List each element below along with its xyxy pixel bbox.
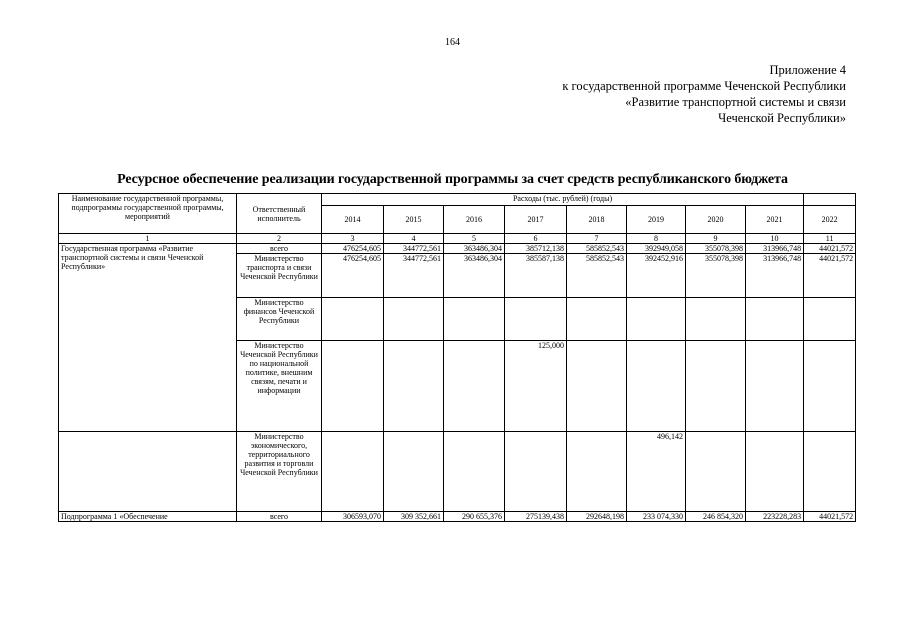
value-cell xyxy=(384,432,444,512)
value-cell: 290 655,376 xyxy=(444,512,505,522)
value-cell: 392452,916 xyxy=(627,254,686,298)
value-cell: 306593,070 xyxy=(322,512,384,522)
value-cell: 392949,058 xyxy=(627,244,686,254)
value-cell: 496,142 xyxy=(627,432,686,512)
executor-cell: Министерство финансов Чеченской Республики xyxy=(237,298,322,341)
value-cell: 246 854,320 xyxy=(686,512,746,522)
header-expenses-group: Расходы (тыс. рублей) (годы) xyxy=(322,194,804,206)
column-number: 5 xyxy=(444,234,505,244)
appendix-line-1: Приложение 4 xyxy=(769,63,846,77)
page-number: 164 xyxy=(445,37,460,48)
value-cell: 585852,543 xyxy=(567,254,627,298)
document-title: Ресурсное обеспечение реализации государственной программы за счет средств республиканского бюджета xyxy=(117,172,788,187)
value-cell: 44021,572 xyxy=(804,512,856,522)
value-cell: 476254,605 xyxy=(322,254,384,298)
value-cell: 44021,572 xyxy=(804,244,856,254)
appendix-heading xyxy=(562,62,846,126)
value-cell: 292648,198 xyxy=(567,512,627,522)
value-cell xyxy=(444,298,505,341)
value-cell xyxy=(804,341,856,432)
value-cell: 385587,138 xyxy=(505,254,567,298)
value-cell xyxy=(627,341,686,432)
value-cell: 344772,561 xyxy=(384,254,444,298)
column-number: 9 xyxy=(686,234,746,244)
appendix-line-3: «Развитие транспортной системы и связи xyxy=(625,95,846,109)
subprogram-name: Подпрограмма 1 «Обеспечение xyxy=(59,512,237,522)
value-cell xyxy=(322,298,384,341)
appendix-line-2: к государственной программе Чеченской Республики xyxy=(562,79,846,93)
value-cell: 125,000 xyxy=(505,341,567,432)
value-cell: 355078,398 xyxy=(686,244,746,254)
header-year: 2022 xyxy=(804,206,856,234)
column-number: 1 xyxy=(59,234,237,244)
value-cell xyxy=(505,298,567,341)
column-number: 6 xyxy=(505,234,567,244)
header-empty-cell xyxy=(804,194,856,206)
value-cell xyxy=(804,298,856,341)
value-cell xyxy=(444,432,505,512)
executor-cell: всего xyxy=(237,512,322,522)
program-name: Государственная программа «Развитие транспортной системы и связи Чеченской Республики» xyxy=(59,244,237,432)
value-cell: 233 074,330 xyxy=(627,512,686,522)
value-cell: 344772,561 xyxy=(384,244,444,254)
header-year: 2018 xyxy=(567,206,627,234)
header-year: 2015 xyxy=(384,206,444,234)
executor-cell: Министерство экономического, территориального развития и торговли Чеченской Республики xyxy=(237,432,322,512)
executor-cell: всего xyxy=(237,244,322,254)
column-number: 2 xyxy=(237,234,322,244)
value-cell xyxy=(567,298,627,341)
column-number: 7 xyxy=(567,234,627,244)
value-cell xyxy=(746,341,804,432)
value-cell xyxy=(444,341,505,432)
value-cell: 363486,304 xyxy=(444,254,505,298)
value-cell: 44021,572 xyxy=(804,254,856,298)
header-year: 2014 xyxy=(322,206,384,234)
value-cell xyxy=(322,341,384,432)
header-year: 2021 xyxy=(746,206,804,234)
value-cell xyxy=(686,298,746,341)
column-number: 8 xyxy=(627,234,686,244)
column-number: 10 xyxy=(746,234,804,244)
header-year: 2020 xyxy=(686,206,746,234)
header-executor-column: Ответственный исполнитель xyxy=(237,194,322,234)
value-cell: 355078,398 xyxy=(686,254,746,298)
value-cell xyxy=(804,432,856,512)
value-cell xyxy=(746,432,804,512)
header-year: 2016 xyxy=(444,206,505,234)
value-cell: 385712,138 xyxy=(505,244,567,254)
value-cell: 585852,543 xyxy=(567,244,627,254)
value-cell: 275139,438 xyxy=(505,512,567,522)
value-cell xyxy=(627,298,686,341)
resource-table xyxy=(58,193,856,522)
header-name-column: Наименование государственной программы, подпрограммы государственной программы, мероприятий xyxy=(59,194,237,234)
header-year: 2019 xyxy=(627,206,686,234)
value-cell xyxy=(322,432,384,512)
executor-cell: Министерство Чеченской Республики по национальной политике, внешним связям, печати и информации xyxy=(237,341,322,432)
value-cell xyxy=(567,341,627,432)
value-cell xyxy=(686,341,746,432)
column-number: 3 xyxy=(322,234,384,244)
value-cell: 313966,748 xyxy=(746,254,804,298)
value-cell xyxy=(746,298,804,341)
program-name-continued xyxy=(59,432,237,512)
executor-cell: Министерство транспорта и связи Чеченской Республики xyxy=(237,254,322,298)
value-cell xyxy=(505,432,567,512)
value-cell xyxy=(567,432,627,512)
value-cell xyxy=(384,341,444,432)
value-cell: 363486,304 xyxy=(444,244,505,254)
appendix-line-4: Чеченской Республики» xyxy=(718,111,846,125)
value-cell xyxy=(686,432,746,512)
column-number: 11 xyxy=(804,234,856,244)
value-cell: 313966,748 xyxy=(746,244,804,254)
header-year: 2017 xyxy=(505,206,567,234)
value-cell: 223228,283 xyxy=(746,512,804,522)
value-cell xyxy=(384,298,444,341)
column-number: 4 xyxy=(384,234,444,244)
value-cell: 476254,605 xyxy=(322,244,384,254)
value-cell: 309 352,661 xyxy=(384,512,444,522)
